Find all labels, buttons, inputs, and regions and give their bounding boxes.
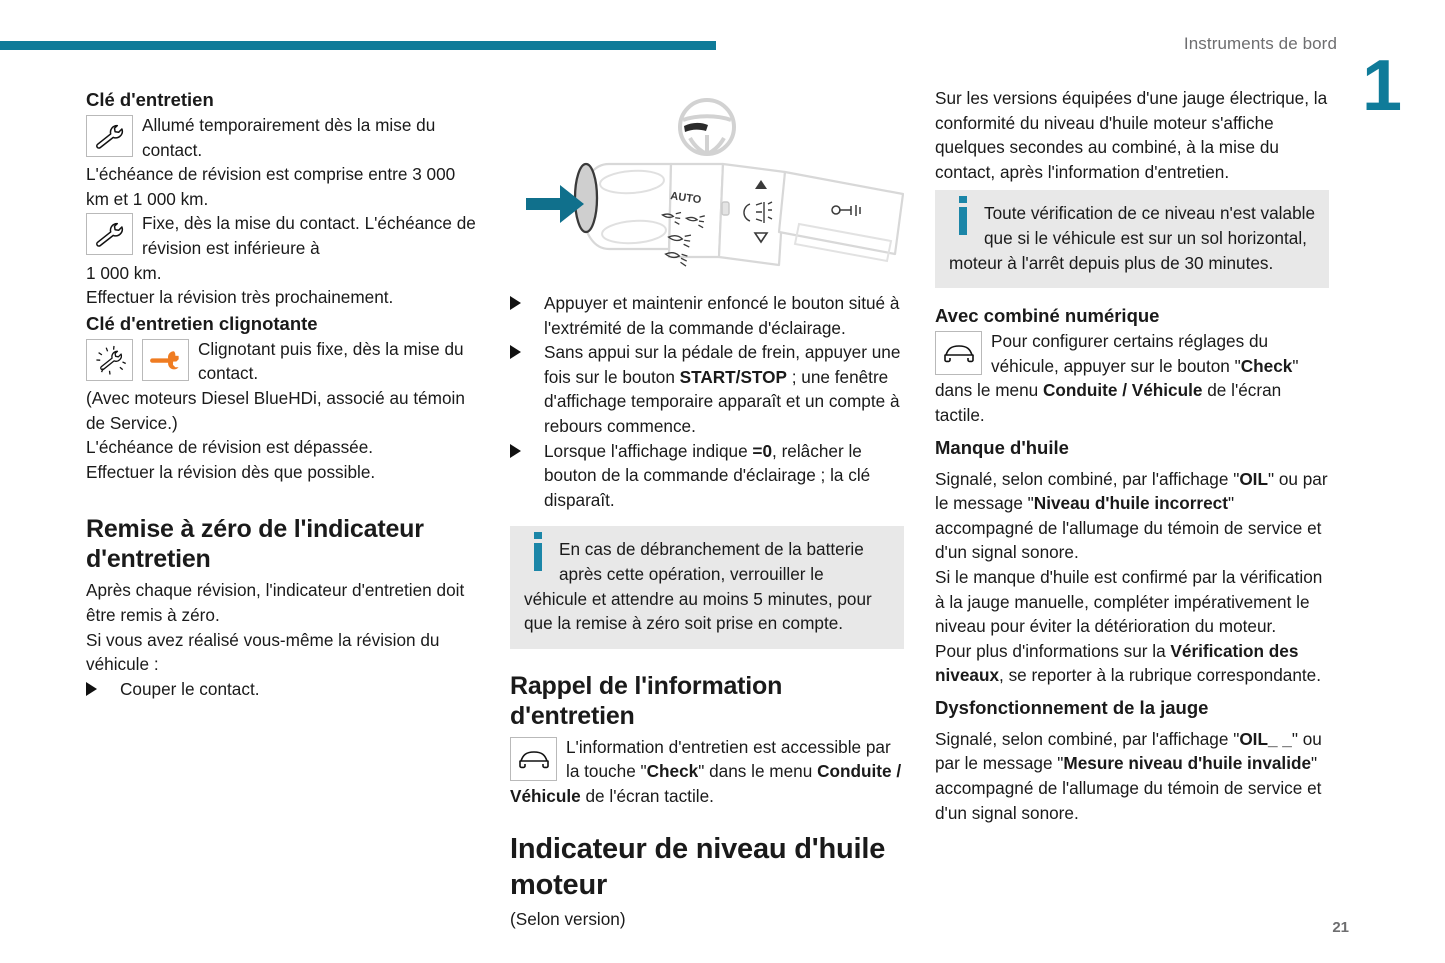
configure-text-part-3: de l'écran tactile. bbox=[935, 380, 1282, 425]
heading-cle-entretien-clignotante: Clé d'entretien clignotante bbox=[86, 312, 318, 334]
check-text-part-3: de l'écran tactile. bbox=[580, 785, 714, 806]
note-box-verification bbox=[935, 190, 1329, 288]
para-jauge-electrique: Sur les versions équipées d'une jauge électrique, la conformité du niveau d'huile moteur s'affiche quelques secondes au combiné, à la mise du contact, après l'information d'entretien. bbox=[935, 88, 1328, 182]
icon-paragraph-configurer-reglages bbox=[935, 329, 1329, 427]
page-number: 21 bbox=[1332, 919, 1349, 936]
car-front-icon bbox=[935, 331, 982, 375]
bullet-sans-appui-pedale bbox=[510, 340, 904, 438]
triangle-bullet-icon bbox=[510, 345, 521, 359]
para-1000km: 1 000 km. bbox=[86, 262, 162, 283]
invalid-text-part-3: " accompagné de l'allumage du témoin de service et d'un signal sonore. bbox=[935, 753, 1322, 823]
start-stop-emphasis: START/STOP bbox=[679, 366, 787, 387]
lighting-stalk-illustration bbox=[510, 86, 904, 291]
icon-paragraph-check-menu bbox=[510, 735, 904, 809]
wrench-fixed-text: Fixe, dès la mise du contact. L'échéance de révision est inférieure à bbox=[142, 213, 476, 258]
note-text: En cas de débranchement de la batterie après cette opération, verrouiller le véhicule et attendre au moins 5 minutes, pour que la remise à zéro soit prise en compte. bbox=[524, 539, 872, 634]
para-effectuer-revision-prochainement: Effectuer la révision très prochainement. bbox=[86, 287, 394, 308]
chapter-number: 1 bbox=[1361, 46, 1402, 126]
triangle-bullet-icon bbox=[86, 682, 97, 696]
oil-text-part-1: Signalé, selon combiné, par l'affichage " bbox=[935, 468, 1240, 489]
column-left bbox=[86, 86, 480, 701]
page-header-title: Instruments de bord bbox=[1183, 34, 1337, 53]
para-plus-informations bbox=[935, 639, 1329, 688]
heading-rappel-information: Rappel de l'information d'entretien bbox=[510, 671, 783, 730]
heading-remise-a-zero: Remise à zéro de l'indicateur d'entretien bbox=[86, 515, 424, 574]
flashing-wrench-icon bbox=[86, 339, 133, 381]
note-box-battery bbox=[510, 526, 904, 648]
para-manque-huile-confirme: Si le manque d'huile est confirmé par la vérification à la jauge manuelle, compléter impérativement le niveau pour éviter la détérioration du moteur. bbox=[935, 566, 1323, 637]
bullet-text-part-1: Sans appui sur la pédale de frein, appuyer une fois sur le bouton bbox=[544, 342, 901, 387]
heading-indicateur-niveau-huile: Indicateur de niveau d'huile moteur bbox=[510, 832, 886, 901]
para-dysfonctionnement-signale bbox=[935, 727, 1329, 825]
info-icon bbox=[534, 543, 542, 571]
heading-manque-huile: Manque d'huile bbox=[935, 436, 1069, 458]
heading-combine-numerique: Avec combiné numérique bbox=[935, 305, 1160, 327]
note-text: Toute vérification de ce niveau n'est valable que si le véhicule est sur un sol horizontal, moteur à l'arrêt depuis plus de 30 minutes. bbox=[949, 203, 1316, 273]
bullet-text-part-2: , relâcher le bouton de la commande d'éclairage ; la clé disparaît. bbox=[544, 440, 871, 510]
oil-invalid-emphasis: OIL_ _ bbox=[1239, 728, 1292, 749]
bullet-label: Appuyer et maintenir enfoncé le bouton situé à l'extrémité de la commande d'éclairage. bbox=[544, 293, 900, 338]
info-text-part-1: Pour plus d'informations sur la bbox=[935, 640, 1171, 661]
wrench-flashing-text: Clignotant puis fixe, dès la mise du contact. bbox=[198, 338, 464, 384]
check-emphasis: Check bbox=[646, 761, 699, 782]
para-apres-chaque-revision: Après chaque révision, l'indicateur d'entretien doit être remis à zéro. bbox=[86, 580, 465, 625]
icon-paragraph-wrench-flashing bbox=[86, 337, 480, 386]
para-echeance-comprise: L'échéance de révision est comprise entre 3 000 km et 1 000 km. bbox=[86, 164, 456, 209]
invalid-text-part-2: " ou par le message " bbox=[935, 728, 1322, 774]
invalid-text-part-1: Signalé, selon combiné, par l'affichage " bbox=[935, 728, 1240, 749]
configure-text-part-1: Pour configurer certains réglages du véhicule, appuyer sur le bouton " bbox=[991, 331, 1269, 376]
check-text-part-2: " dans le menu bbox=[698, 761, 818, 782]
para-manque-huile-signale bbox=[935, 467, 1329, 565]
svg-text:AUTO: AUTO bbox=[669, 190, 702, 207]
para-bluehdi-note: (Avec moteurs Diesel BlueHDi, associé au témoin de Service.) bbox=[86, 387, 465, 433]
orange-wrench-icon bbox=[142, 339, 189, 381]
para-si-vous-avez-realise: Si vous avez réalisé vous-même la révision du véhicule : bbox=[86, 629, 440, 675]
info-text-part-2: , se reporter à la rubrique correspondante. bbox=[999, 665, 1321, 686]
menu-emphasis: Conduite / Véhicule bbox=[510, 761, 902, 806]
header-accent-bar bbox=[0, 41, 716, 50]
check-text-part-1: L'information d'entretien est accessible par la touche " bbox=[566, 736, 891, 782]
zero-emphasis: =0 bbox=[752, 440, 773, 461]
icon-paragraph-wrench-temporary bbox=[86, 113, 480, 162]
bullet-text-part-2: ; une fenêtre d'affichage temporaire apparaît et un compte à rebours commence. bbox=[544, 366, 900, 436]
column-middle bbox=[510, 86, 904, 931]
car-front-icon bbox=[510, 737, 557, 781]
bullet-label: Couper le contact. bbox=[120, 678, 260, 699]
triangle-bullet-icon bbox=[510, 444, 521, 458]
bullet-couper-le-contact bbox=[86, 677, 480, 702]
subtitle-selon-version: (Selon version) bbox=[510, 908, 626, 929]
oil-display-emphasis: OIL bbox=[1239, 468, 1268, 489]
bullet-lorsque-affichage bbox=[510, 439, 904, 513]
para-effectuer-des-que-possible: Effectuer la révision dès que possible. bbox=[86, 461, 376, 482]
mesure-invalide-emphasis: Mesure niveau d'huile invalide bbox=[1063, 753, 1312, 774]
oil-text-part-2: " ou par le message " bbox=[935, 468, 1328, 514]
oil-text-part-3: " accompagné de l'allumage du témoin de service et d'un signal sonore. bbox=[935, 493, 1322, 563]
bullet-appuyer-maintenir bbox=[510, 291, 904, 340]
triangle-bullet-icon bbox=[510, 296, 521, 310]
wrench-icon bbox=[86, 213, 133, 255]
info-icon bbox=[959, 207, 967, 235]
bullet-text-part-1: Lorsque l'affichage indique bbox=[544, 440, 753, 461]
menu-emphasis: Conduite / Véhicule bbox=[1042, 380, 1203, 401]
heading-cle-entretien: Clé d'entretien bbox=[86, 89, 214, 110]
wrench-temporary-text: Allumé temporairement dès la mise du contact. bbox=[142, 115, 436, 160]
configure-text-part-2: " dans le menu bbox=[935, 355, 1299, 401]
para-echeance-depassee: L'échéance de révision est dépassée. bbox=[86, 437, 374, 458]
column-right bbox=[935, 86, 1329, 825]
check-emphasis: Check bbox=[1240, 355, 1293, 376]
wrench-icon bbox=[86, 115, 133, 157]
niveau-incorrect-emphasis: Niveau d'huile incorrect bbox=[1033, 493, 1228, 514]
heading-dysfonctionnement-jauge: Dysfonctionnement de la jauge bbox=[935, 696, 1209, 718]
icon-paragraph-wrench-fixed bbox=[86, 211, 480, 260]
verification-niveaux-emphasis: Vérification des niveaux bbox=[935, 640, 1299, 686]
